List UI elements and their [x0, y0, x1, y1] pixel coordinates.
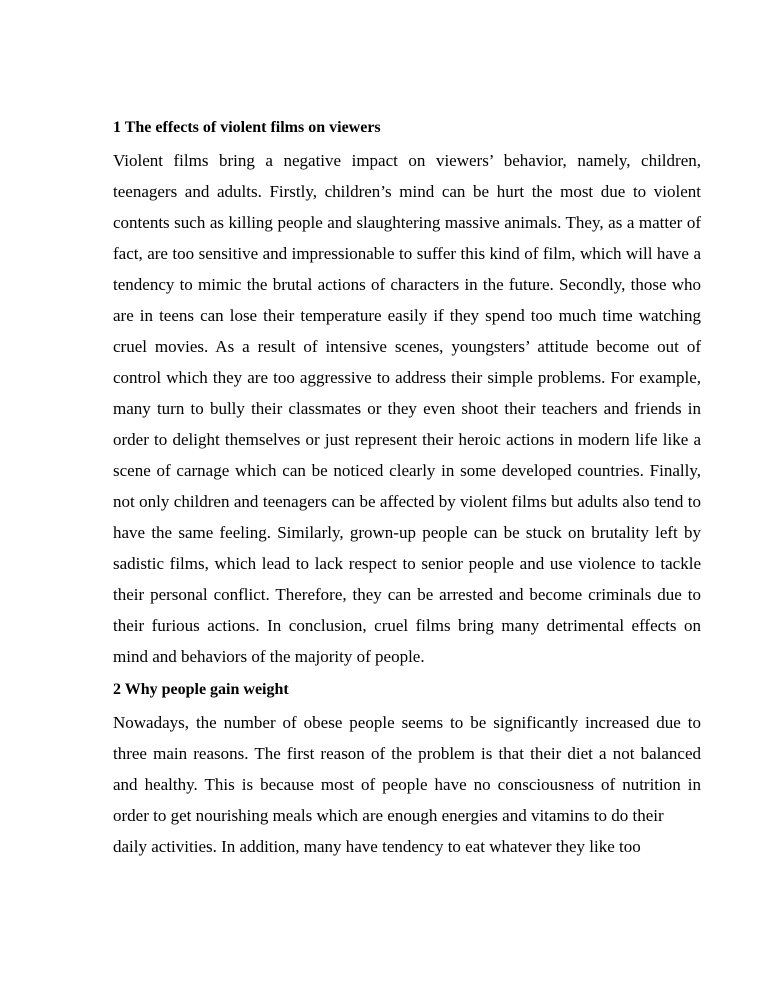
section-2-body-last-line: daily activities. In addition, many have tendency to eat whatever they like too	[113, 837, 641, 856]
section-1-body: Violent films bring a negative impact on viewers’ behavior, namely, children, teenagers and adults. Firstly, children’s mind can be hurt the most due to violent contents such as killing people and slaughtering massive animals. They, as a matter of fact, are too sensitive and impressionable to suffer this kind of film, which will have a tendency to mimic the brutal actions of characters in the future. Secondly, those who are in teens can lose their temperature easily if they spend too much time watching cruel movies. As a result of intensive scenes, youngsters’ attitude become out of control which they are too aggressive to address their simple problems. For example, many turn to bully their classmates or they even shoot their teachers and friends in order to delight themselves or just represent their heroic actions in modern life like a scene of carnage which can be noticed clearly in some developed countries. Finally, not only children and teenagers can be affected by violent films but adults also tend to have the same feeling. Similarly, grown-up people can be stuck on brutality left by sadistic films, which lead to lack respect to senior people and use violence to tackle their personal conflict. Therefore, they can be arrested and become criminals due to their furious actions. In conclusion, cruel films bring many detrimental effects on mind and behaviors of the majority of people.	[113, 151, 701, 666]
section-2-heading: 2 Why people gain weight	[113, 681, 289, 698]
section-2-body: Nowadays, the number of obese people seems to be significantly increased due to three main reasons. The first reason of the problem is that their diet a not balanced and healthy. This is because most of people have no consciousness of nutrition in order to get nourishing meals which are enough energies and vitamins to do their	[113, 713, 701, 825]
document-content	[113, 114, 701, 862]
section-1-heading: 1 The effects of violent films on viewers	[113, 119, 381, 136]
